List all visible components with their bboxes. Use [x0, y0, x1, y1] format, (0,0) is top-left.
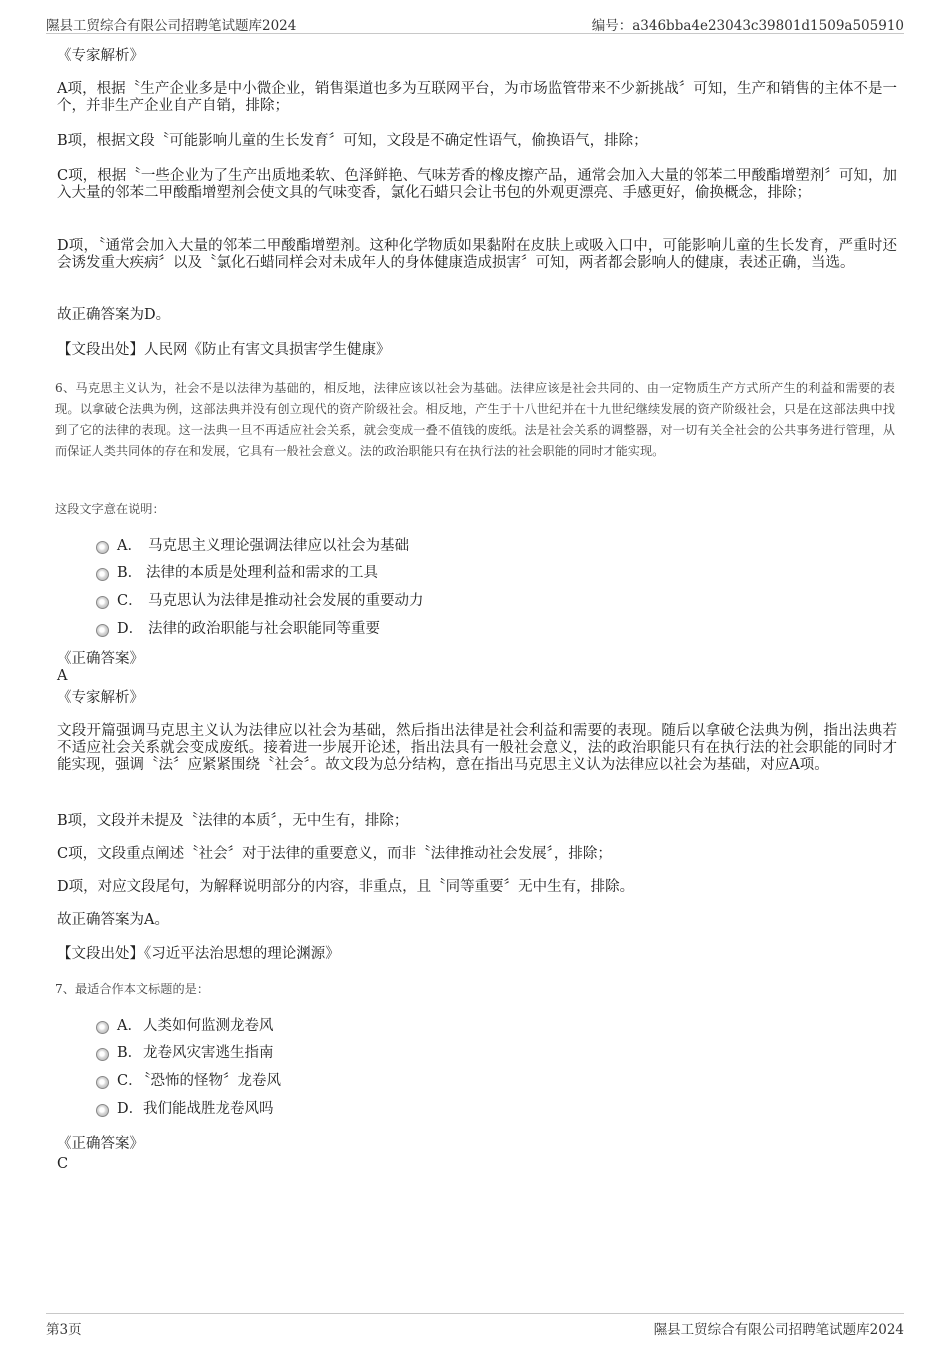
- option-text: 龙卷风灾害逃生指南: [143, 1045, 274, 1061]
- option-letter: B．: [117, 1045, 143, 1061]
- option-letter: A．: [117, 1018, 142, 1034]
- option-text: 人类如何监测龙卷风: [143, 1018, 274, 1034]
- header-document-id: 编号：a346bba4e23043c39801d1509a505910: [591, 18, 904, 34]
- radio-icon[interactable]: [96, 568, 109, 581]
- option-letter: C．: [117, 593, 143, 609]
- radio-icon[interactable]: [96, 1104, 109, 1117]
- q5-analysis-a: A项，根据〝生产企业多是中小微企业，销售渠道也多为互联网平台，为市场监管带来不少新挑战〞可知，生产和销售的主体不是一个，并非生产企业自产自销，排除；: [57, 81, 897, 114]
- option-letter: D．: [117, 621, 144, 637]
- q6-answer: A: [57, 668, 68, 684]
- page-header: [46, 12, 904, 34]
- q6-analysis-main: 文段开篇强调马克思主义认为法律应以社会为基础，然后指出法律是社会利益和需要的表现。随后以拿破仑法典为例，指出法典若不适应社会关系就会变成废纸。接着进一步展开论述，指出法具有一般社会意义，法的政治职能只有在执行法的社会职能的同时才能实现，强调〝法〞应紧紧围绕〝社会〞。故文段为总分结构，意在指出马克思主义认为法律应以社会为基础，对应A项。: [57, 723, 897, 773]
- q7-question: 7、最适合作本文标题的是：: [55, 982, 210, 996]
- q6-source: 【文段出处】《习近平法治思想的理论渊源》: [57, 946, 340, 962]
- q6-analysis-heading: 《专家解析》: [57, 690, 144, 706]
- option-letter: D．: [117, 1101, 144, 1117]
- q5-analysis-heading: 《专家解析》: [57, 48, 144, 64]
- q6-stem: 这段文字意在说明：: [55, 502, 165, 516]
- radio-icon[interactable]: [96, 1048, 109, 1061]
- q6-question: 6、马克思主义认为，社会不是以法律为基础的，相反地，法律应该以社会为基础。法律应该是社会共同的、由一定物质生产方式所产生的利益和需要的表现。以拿破仑法典为例，这部法典并没有创立现代的资产阶级社会。相反地，产生于十八世纪并在十九世纪继续发展的资产阶级社会，只是在这部法典中找到了它的法律的表现。这一法典一旦不再适应社会关系，就会变成一叠不值钱的废纸。法是社会关系的调整器，对一切有关全社会的公共事务进行管理，从而保证人类共同体的存在和发展，它具有一般社会意义。法的政治职能只有在执行法的社会职能的同时才能实现。: [55, 381, 895, 458]
- q6-answer-heading: 《正确答案》: [57, 651, 144, 667]
- option-text: 〝恐怖的怪物〞龙卷风: [136, 1073, 281, 1089]
- footer-title: 隰县工贸综合有限公司招聘笔试题库2024: [653, 1322, 904, 1338]
- page-number: 第3页: [46, 1322, 82, 1338]
- option-letter: B．: [117, 565, 143, 581]
- q5-analysis-b: B项，根据文段〝可能影响儿童的生长发育〞可知，文段是不确定性语气，偷换语气，排除；: [57, 133, 648, 149]
- option-letter: C．: [117, 1073, 143, 1089]
- radio-icon[interactable]: [96, 1076, 109, 1089]
- option-text: 马克思认为法律是推动社会发展的重要动力: [148, 593, 424, 609]
- option-text: 马克思主义理论强调法律应以社会为基础: [148, 538, 409, 554]
- q5-analysis-d: D项，〝通常会加入大量的邻苯二甲酸酯增塑剂。这种化学物质如果黏附在皮肤上或吸入口中，可能影响儿童的生长发育，严重时还会诱发重大疾病〞以及〝氯化石蜡同样会对未成年人的身体健康造成损害〞可知，两者都会影响人的健康，表述正确，当选。: [57, 238, 897, 271]
- option-letter: A．: [117, 538, 142, 554]
- q5-analysis-c: C项，根据〝一些企业为了生产出质地柔软、色泽鲜艳、气味芳香的橡皮擦产品，通常会加入大量的邻苯二甲酸酯增塑剂〞可知，加入大量的邻苯二甲酸酯增塑剂会使文具的气味变香，氯化石蜡只会让书包的外观更漂亮、手感更好，偷换概念，排除；: [57, 168, 897, 201]
- radio-icon[interactable]: [96, 1021, 109, 1034]
- q6-analysis-b: B项，文段并未提及〝法律的本质〞，无中生有，排除；: [57, 813, 409, 829]
- radio-icon[interactable]: [96, 624, 109, 637]
- q7-answer-heading: 《正确答案》: [57, 1136, 144, 1152]
- radio-icon[interactable]: [96, 541, 109, 554]
- page-footer: [46, 1313, 904, 1337]
- q6-conclusion: 故正确答案为A。: [57, 912, 169, 928]
- q5-conclusion: 故正确答案为D。: [57, 307, 171, 323]
- option-text: 我们能战胜龙卷风吗: [143, 1101, 274, 1117]
- header-title: 隰县工贸综合有限公司招聘笔试题库2024: [46, 18, 297, 34]
- q7-answer: C: [57, 1156, 69, 1172]
- radio-icon[interactable]: [96, 596, 109, 609]
- q6-analysis-d: D项，对应文段尾句，为解释说明部分的内容，非重点，且〝同等重要〞无中生有，排除。: [57, 879, 635, 895]
- option-text: 法律的本质是处理利益和需求的工具: [146, 565, 378, 581]
- q6-analysis-c: C项，文段重点阐述〝社会〞对于法律的重要意义，而非〝法律推动社会发展〞，排除；: [57, 846, 612, 862]
- q5-source: 【文段出处】人民网《防止有害文具损害学生健康》: [57, 342, 391, 358]
- option-text: 法律的政治职能与社会职能同等重要: [148, 621, 380, 637]
